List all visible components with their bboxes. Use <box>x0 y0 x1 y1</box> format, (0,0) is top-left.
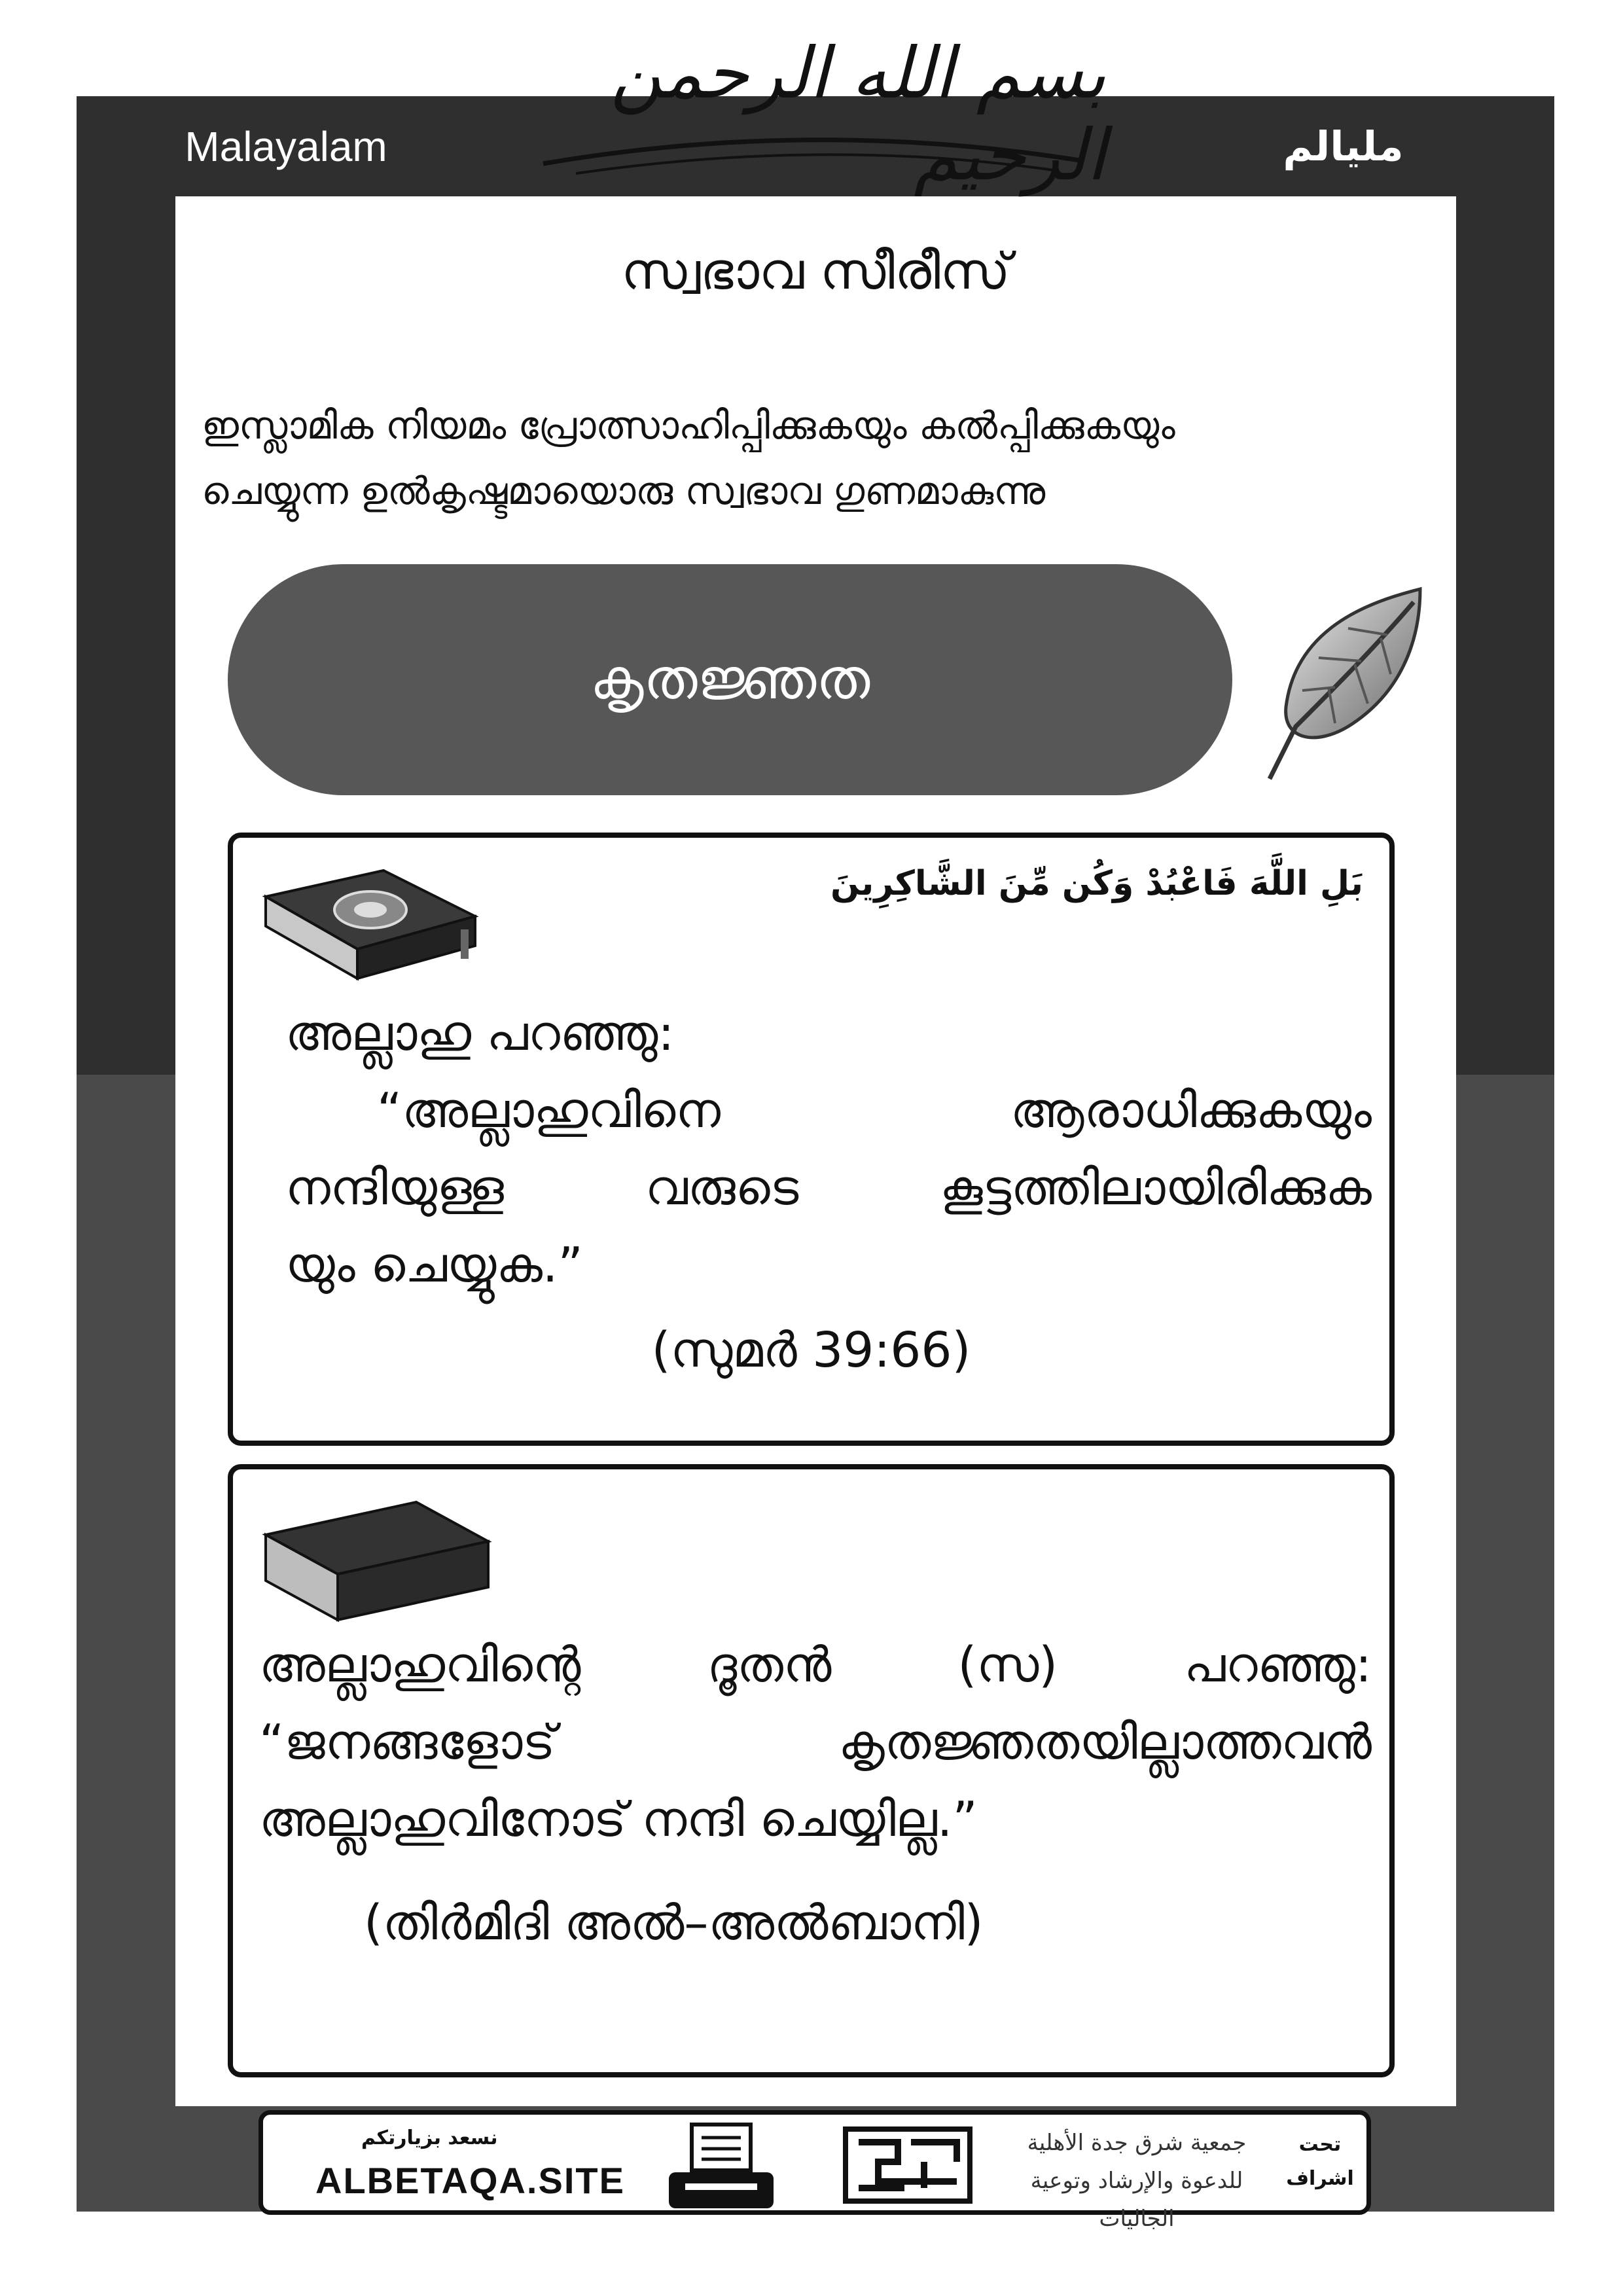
verse-line-1: അല്ലാഹു പറഞ്ഞു: <box>285 1005 675 1062</box>
verse-line-2 <box>285 1072 1372 1149</box>
topic-banner <box>228 564 1232 795</box>
verse-line-4: യും ചെയ്യുക.” <box>285 1237 583 1293</box>
verse-word: കൂട്ടത്തിലായിരിക്കുക <box>940 1160 1372 1216</box>
subtitle-line-1: ഇസ്ലാമിക നിയമം പ്രോത്സാഹിപ്പിക്കുകയും കൽപ്പിക്കുകയും <box>202 403 1175 448</box>
supervision-label <box>1277 2128 1363 2196</box>
verse-word: വരുടെ <box>645 1160 799 1216</box>
language-label-arabic: مليالم <box>1132 96 1554 196</box>
leaf-icon <box>1257 576 1433 792</box>
topic-title: കൃതജ്ഞത <box>590 646 870 712</box>
association-line-2: للدعوة والإرشاد وتوعية الجاليات <box>1030 2168 1243 2232</box>
hadith-word: അല്ലാഹുവിന്റെ <box>259 1637 581 1693</box>
hadith-word: (സ) <box>957 1637 1058 1693</box>
hadith-reference: (തിർമിദി അൽ–അൽബാനി) <box>364 1895 984 1951</box>
supervision-line-1: تحت <box>1298 2133 1342 2156</box>
hadith-word: കൃതജ്ഞതയില്ലാത്തവൻ <box>838 1714 1372 1770</box>
book-icon <box>253 1489 501 1633</box>
hadith-word: “ജനങ്ങളോട് <box>259 1714 556 1770</box>
association-line-1: جمعية شرق جدة الأهلية <box>1027 2130 1247 2156</box>
hadith-word: പറഞ്ഞു: <box>1184 1637 1372 1693</box>
footer-site-link[interactable]: ALBETAQA.SITE <box>315 2160 625 2201</box>
language-label-english: Malayalam <box>77 96 495 196</box>
supervision-line-2: اشراف <box>1286 2167 1354 2190</box>
hadith-card <box>228 1464 1395 2077</box>
verse-word: “അല്ലാഹുവിനെ <box>377 1083 721 1139</box>
footer-bar <box>259 2110 1371 2232</box>
verse-word: നന്ദിയുള്ള <box>285 1160 504 1216</box>
basmala-text: بسم الله الرحمن الرحيم <box>610 33 1106 196</box>
hadith-translation <box>259 1626 1372 1858</box>
series-title: സ്വഭാവ സീരീസ് <box>621 242 1010 301</box>
footer-tagline: نسعد بزيارتكم <box>361 2126 498 2149</box>
hadith-line-3: അല്ലാഹുവിനോട് നന്ദി ചെയ്യില്ല.” <box>259 1791 978 1848</box>
verse-word: ആരാധിക്കുകയും <box>1010 1083 1372 1139</box>
hadith-line-2 <box>259 1704 1372 1781</box>
hadith-line-1 <box>259 1626 1372 1704</box>
printer-icon <box>662 2121 780 2213</box>
association-name <box>1003 2124 1271 2238</box>
basmala-calligraphy <box>517 33 1106 196</box>
verse-line-3 <box>285 1149 1372 1227</box>
subtitle-line-2: ചെയ്യുന്ന ഉൽകൃഷ്ടമായൊരു സ്വഭാവ ഗുണമാകുന്നു <box>202 469 1046 513</box>
subtitle <box>202 393 1445 524</box>
kufic-logo-icon <box>839 2123 976 2208</box>
hadith-word: ദൂതൻ <box>707 1637 832 1693</box>
verse-arabic: بَلِ اللَّهَ فَاعْبُدْ وَكُن مِّنَ الشَّاكِرِينَ <box>830 864 1363 903</box>
verse-reference: (സുമർ 39:66) <box>651 1322 971 1378</box>
verse-translation <box>285 995 1372 1304</box>
verse-card <box>228 833 1395 1446</box>
quran-book-icon <box>253 857 488 988</box>
